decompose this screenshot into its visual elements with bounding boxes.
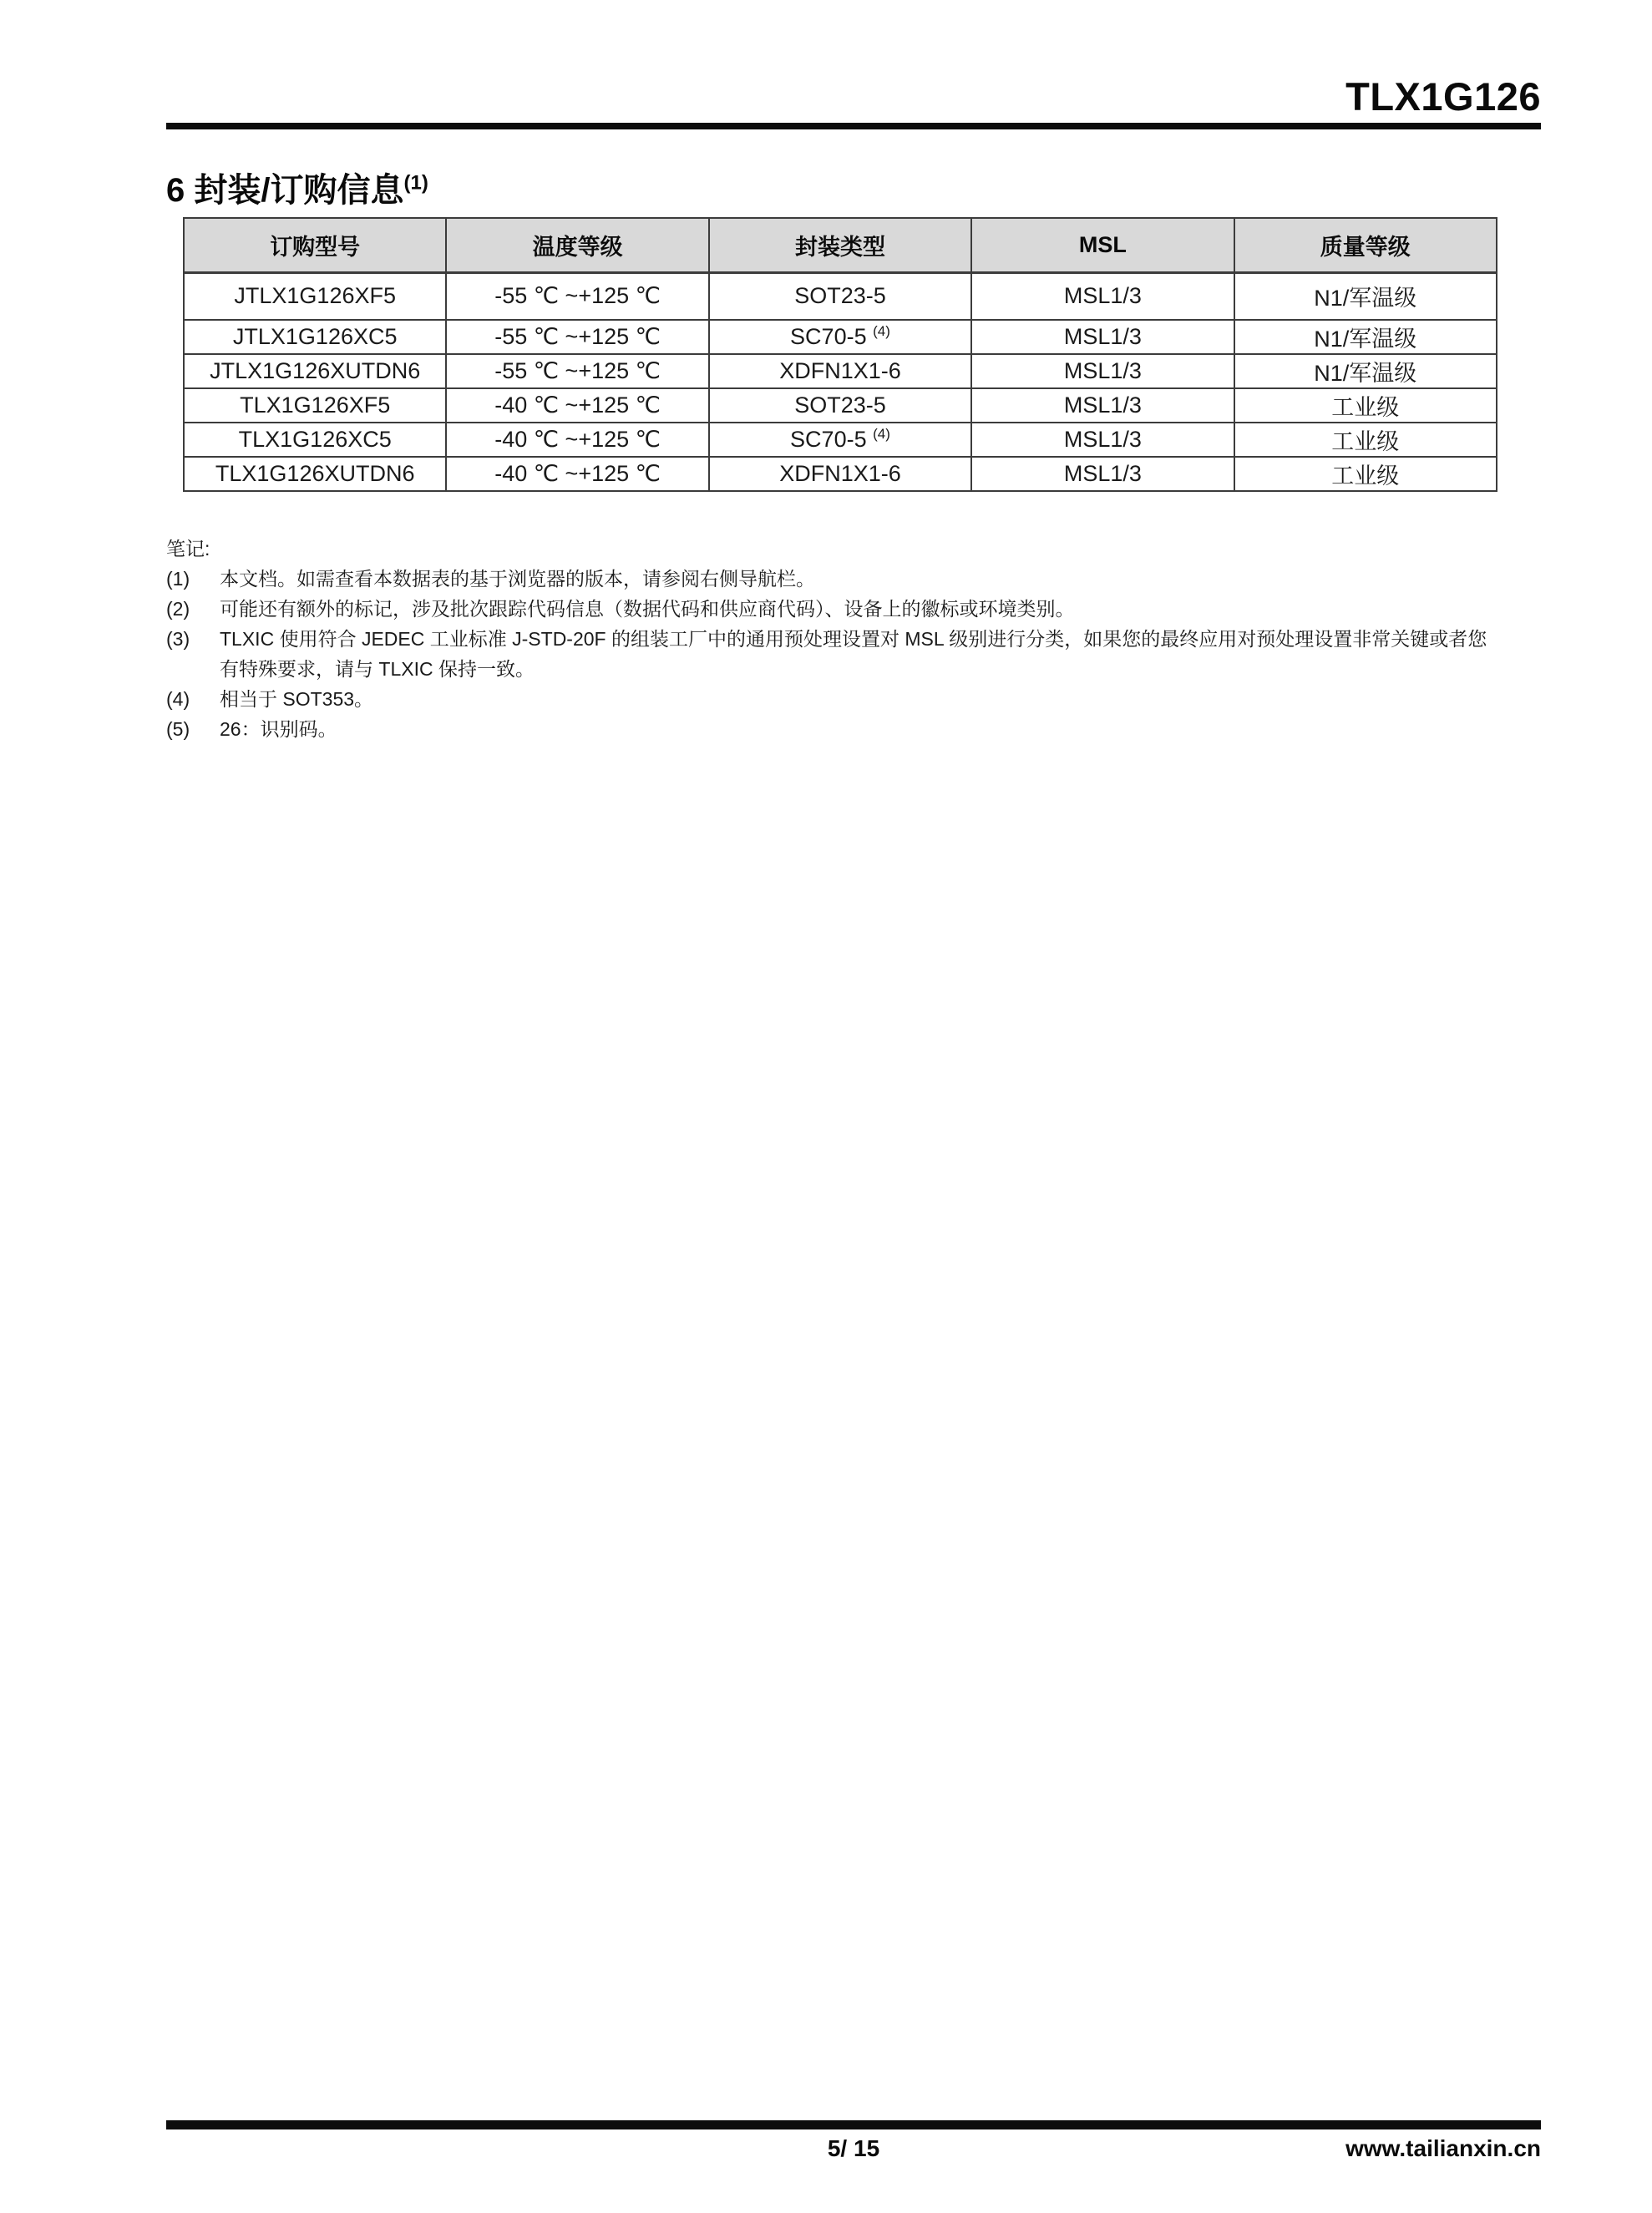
footnote-number: (2) xyxy=(166,597,190,620)
cell-package: SOT23-5 xyxy=(709,388,971,423)
document-title: TLX1G126 xyxy=(1345,74,1541,119)
table-body xyxy=(184,273,1497,491)
footnote-number: (1) xyxy=(166,567,190,590)
package-footnote-ref: (4) xyxy=(873,322,890,339)
cell-msl: MSL1/3 xyxy=(971,388,1234,423)
col-header-temp-grade: 温度等级 xyxy=(446,218,708,273)
footnote-2 xyxy=(166,594,1503,624)
cell-msl: MSL1/3 xyxy=(971,457,1234,491)
ordering-info-table xyxy=(183,217,1497,492)
website-link[interactable]: www.tailianxin.cn xyxy=(1345,2135,1541,2161)
header-rule xyxy=(166,123,1541,131)
cell-temp-range: -55 ℃ ~+125 ℃ xyxy=(446,354,708,388)
cell-temp-range: -40 ℃ ~+125 ℃ xyxy=(446,457,708,491)
footnote-number: (5) xyxy=(166,717,190,740)
cell-grade: N1/军温级 xyxy=(1234,320,1497,354)
page-content xyxy=(0,75,1652,744)
footnote-3 xyxy=(166,624,1503,684)
cell-package: SC70-5 $^{(4)}$ xyxy=(709,423,971,457)
footnote-1 xyxy=(166,564,1503,594)
footnote-text: 相当于 SOT353。 xyxy=(220,687,374,710)
cell-temp-range: -40 ℃ ~+125 ℃ xyxy=(446,388,708,423)
cell-temp-range: -40 ℃ ~+125 ℃ xyxy=(446,423,708,457)
package-footnote-ref: (4) xyxy=(873,425,890,442)
footnote-text: 26：识别码。 xyxy=(220,717,337,740)
footnotes-label: 笔记: xyxy=(166,537,210,560)
table-row xyxy=(184,457,1497,491)
footnote-4 xyxy=(166,684,1503,714)
page-number: 5/ 15 xyxy=(827,2135,880,2161)
cell-msl: MSL1/3 xyxy=(971,273,1234,320)
footnote-text: 可能还有额外的标记，涉及批次跟踪代码信息（数据代码和供应商代码）、设备上的徽标或环境类别。 xyxy=(220,597,1075,620)
footnote-text: 本文档。如需查看本数据表的基于浏览器的版本，请参阅右侧导航栏。 xyxy=(220,567,815,590)
cell-msl: MSL1/3 xyxy=(971,423,1234,457)
cell-part-number: TLX1G126XF5 xyxy=(184,388,446,423)
cell-grade: 工业级 xyxy=(1234,423,1497,457)
cell-part-number: JTLX1G126XC5 xyxy=(184,320,446,354)
cell-msl: MSL1/3 xyxy=(971,320,1234,354)
table-row xyxy=(184,273,1497,320)
col-header-msl: MSL xyxy=(971,218,1234,273)
cell-part-number: TLX1G126XC5 xyxy=(184,423,446,457)
section-footnote-ref: (1) xyxy=(403,171,428,195)
table-row xyxy=(184,423,1497,457)
col-header-part-number: 订购型号 xyxy=(184,218,446,273)
cell-package: SC70-5 $^{(4)}$ xyxy=(709,320,971,354)
page-footer xyxy=(166,2120,1541,2165)
table-header xyxy=(184,218,1497,273)
cell-package: XDFN1X1-6 xyxy=(709,354,971,388)
cell-package: SOT23-5 xyxy=(709,273,971,320)
cell-grade: 工业级 xyxy=(1234,388,1497,423)
table-row xyxy=(184,388,1497,423)
cell-grade: N1/军温级 xyxy=(1234,273,1497,320)
table-row xyxy=(184,320,1497,354)
cell-grade: 工业级 xyxy=(1234,457,1497,491)
footer-rule xyxy=(166,2120,1541,2129)
section-number: 6 xyxy=(166,171,185,209)
cell-part-number: JTLX1G126XF5 xyxy=(184,273,446,320)
cell-part-number: JTLX1G126XUTDN6 xyxy=(184,354,446,388)
table-header-row xyxy=(184,218,1497,273)
footnote-5 xyxy=(166,714,1503,744)
col-header-package-type: 封装类型 xyxy=(709,218,971,273)
col-header-quality-grade: 质量等级 xyxy=(1234,218,1497,273)
footnote-number: (3) xyxy=(166,627,190,650)
cell-temp-range: -55 ℃ ~+125 ℃ xyxy=(446,320,708,354)
cell-temp-range: -55 ℃ ~+125 ℃ xyxy=(446,273,708,320)
cell-grade: N1/军温级 xyxy=(1234,354,1497,388)
table-row xyxy=(184,354,1497,388)
cell-part-number: TLX1G126XUTDN6 xyxy=(184,457,446,491)
cell-package: XDFN1X1-6 xyxy=(709,457,971,491)
footer-row xyxy=(166,2135,1541,2165)
cell-msl: MSL1/3 xyxy=(971,354,1234,388)
footnotes-section xyxy=(166,534,1503,744)
footnote-number: (4) xyxy=(166,687,190,710)
section-title-text: 封装/订购信息 xyxy=(194,171,404,209)
section-heading xyxy=(166,170,1541,210)
footnote-text: TLXIC 使用符合 JEDEC 工业标准 J-STD-20F 的组装工厂中的通用预处理设置对 MSL 级别进行分类，如果您的最终应用对预处理设置非常关键或者您有特殊要求，请与 TLXIC 保持一致。 xyxy=(220,627,1487,680)
